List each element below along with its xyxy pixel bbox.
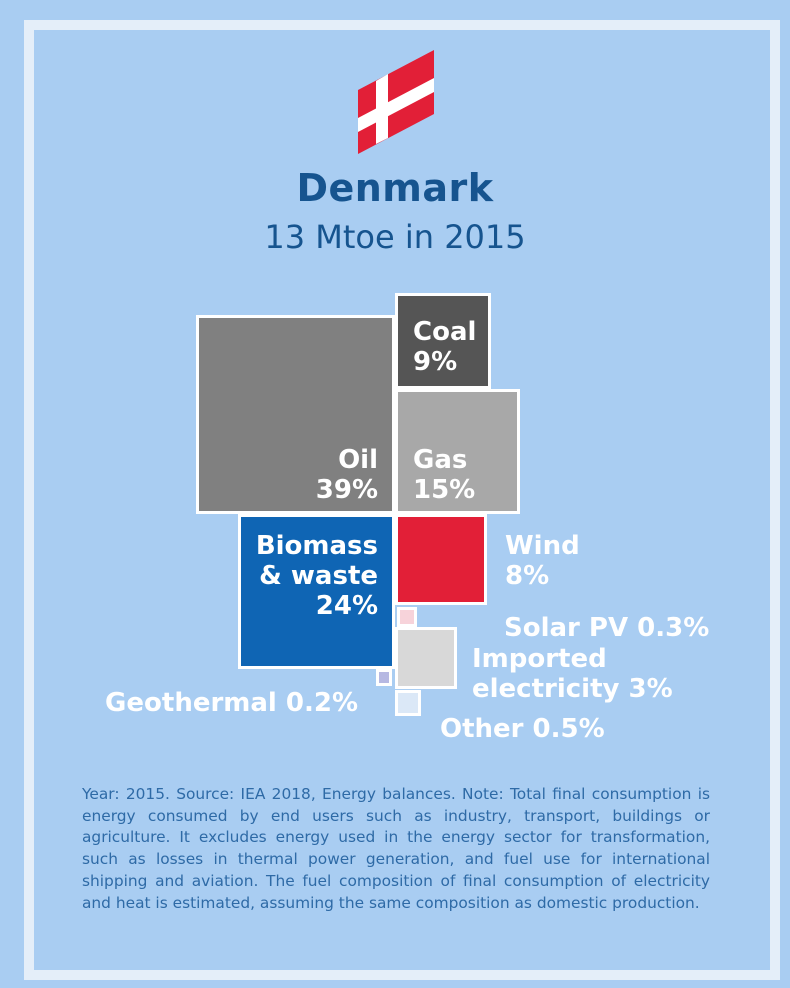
tile-rect-geothermal (378, 671, 391, 685)
tile-gas (397, 391, 519, 513)
tile-label-line: 39% (315, 475, 378, 505)
tile-label-line: Geothermal 0.2% (105, 688, 358, 718)
tile-rect-other (397, 692, 420, 715)
tile-label-line: Oil (338, 445, 378, 475)
tile-label-other (440, 714, 605, 744)
tile-label-line: 15% (413, 475, 476, 505)
tile-label-line: 8% (505, 561, 550, 591)
tile-label-geothermal (105, 688, 358, 718)
tile-label-line: Imported (472, 644, 607, 674)
tile-rect-wind (397, 516, 486, 604)
tile-geothermal (105, 671, 390, 719)
tile-label-line: Solar PV 0.3% (504, 613, 710, 643)
tile-label-line: 9% (413, 347, 458, 377)
tile-label-line: Gas (413, 445, 468, 475)
tile-label-line: Other 0.5% (440, 714, 605, 744)
tile-label-gas (413, 445, 475, 505)
tile-rect-solar-pv (399, 609, 416, 626)
tile-label-wind (505, 531, 580, 591)
tile-label-solar-pv (504, 613, 709, 643)
tile-coal (397, 295, 490, 388)
tile-label-imported-electricity (472, 644, 673, 704)
page-subtitle: 13 Mtoe in 2015 (264, 218, 526, 256)
tile-label-line: electricity 3% (472, 674, 673, 704)
tile-label-line: Coal (413, 317, 477, 347)
tile-label-line: Biomass (255, 531, 378, 561)
source-note: Year: 2015. Source: IEA 2018, Energy balances. Note: Total final consumption is energy consumed by end users such as industry, transport, buildings or agriculture. It excludes energy used in the energy sector for transformation, such as losses in thermal power generation, and fuel use for international shipping and aviation. The fuel composition of final consumption of electricity and heat is estimated, assuming the same composition as domestic production. (82, 785, 710, 912)
tile-label-line: & waste (259, 561, 378, 591)
tile-biomass-waste (240, 516, 394, 668)
page-title: Denmark (296, 166, 494, 210)
tile-wind (397, 516, 580, 604)
tile-oil (198, 317, 394, 513)
tile-rect-imported-electricity (397, 629, 456, 688)
tile-label-line: Wind (505, 531, 580, 561)
tile-label-line: 24% (315, 591, 378, 621)
